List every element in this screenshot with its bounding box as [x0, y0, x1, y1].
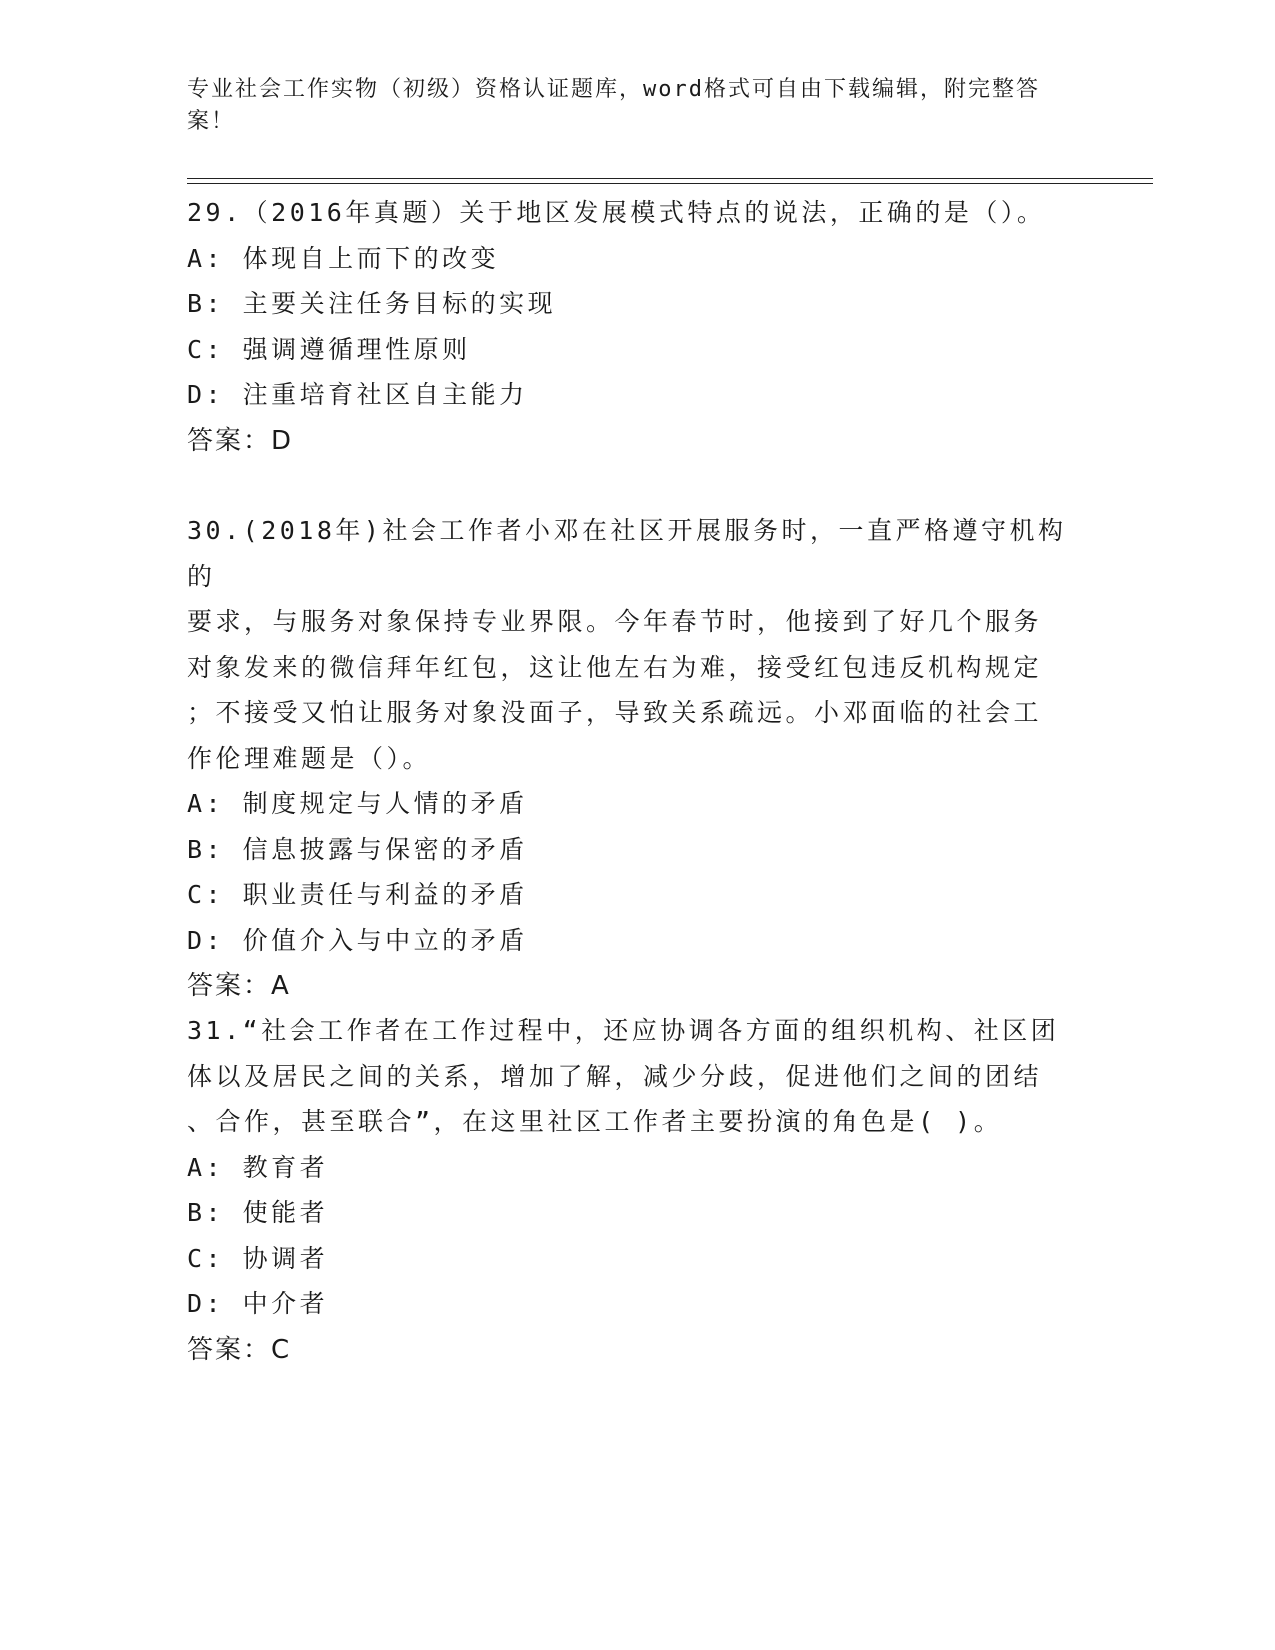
question-stem-line: 作伦理难题是（）。 — [187, 743, 432, 773]
question-30 — [187, 508, 1087, 1009]
question-stem-line: 、合作，甚至联合”，在这里社区工作者主要扮演的角色是( )。 — [187, 1107, 1003, 1136]
option-b: B: 主要关注任务目标的实现 — [187, 289, 557, 318]
question-29 — [187, 190, 1087, 464]
option-a: A: 体现自上而下的改变 — [187, 243, 500, 273]
option-a: A: 教育者 — [187, 1152, 329, 1182]
option-c: C: 协调者 — [187, 1243, 329, 1273]
option-a: A: 制度规定与人情的矛盾 — [187, 789, 528, 818]
header-divider-bottom — [187, 183, 1153, 184]
option-d: D: 中介者 — [187, 1289, 329, 1318]
question-stem-line: 对象发来的微信拜年红包，这让他左右为难，接受红包违反机构规定 — [187, 652, 1043, 682]
option-c: C: 职业责任与利益的矛盾 — [187, 880, 528, 909]
header-divider-top — [187, 178, 1153, 179]
answer-line: 答案：D — [187, 425, 294, 456]
answer-line: 答案：C — [187, 1334, 292, 1365]
option-b: B: 使能者 — [187, 1198, 329, 1227]
question-stem-line: 31.“社会工作者在工作过程中，还应协调各方面的组织机构、社区团 — [187, 1016, 1060, 1045]
document-header: 专业社会工作实物（初级）资格认证题库，word格式可自由下载编辑，附完整答案！ — [187, 77, 1040, 134]
answer-line: 答案：A — [187, 971, 291, 1001]
option-c: C: 强调遵循理性原则 — [187, 334, 471, 364]
option-b: B: 信息披露与保密的矛盾 — [187, 834, 528, 864]
question-stem-line: 体以及居民之间的关系，增加了解，减少分歧，促进他们之间的团结 — [187, 1061, 1043, 1091]
option-d: D: 价值介入与中立的矛盾 — [187, 925, 528, 955]
question-stem-line: ；不接受又怕让服务对象没面子，导致关系疏远。小邓面临的社会工 — [187, 698, 1043, 727]
question-stem-line: 29.（2016年真题）关于地区发展模式特点的说法，正确的是（）。 — [187, 198, 1046, 227]
question-stem-line: 要求，与服务对象保持专业界限。今年春节时，他接到了好几个服务 — [187, 607, 1043, 636]
question-31 — [187, 1008, 1087, 1373]
question-stem-line: 30.(2018年)社会工作者小邓在社区开展服务时，一直严格遵守机构的 — [187, 516, 1067, 591]
option-d: D: 注重培育社区自主能力 — [187, 380, 528, 409]
